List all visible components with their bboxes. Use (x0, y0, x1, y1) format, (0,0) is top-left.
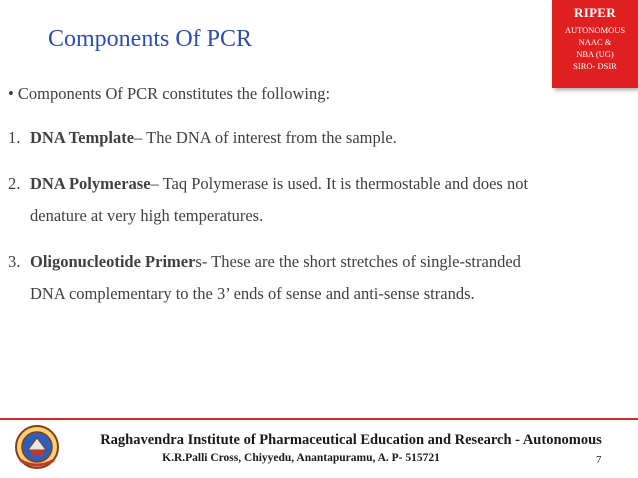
badge-line: NAAC & (578, 37, 612, 47)
institute-logo-icon (14, 424, 60, 470)
item-continuation: DNA complementary to the 3’ ends of sense and anti-sense strands. (30, 284, 475, 303)
footer-divider (0, 418, 638, 420)
item-term: DNA Polymerase (30, 174, 151, 193)
badge-line: SIRO- DSIR (573, 61, 617, 71)
institute-address: K.R.Palli Cross, Chiyyedu, Anantapuramu, A. P- 515721 (162, 452, 440, 464)
item-term: DNA Template (30, 128, 135, 147)
item-text: – Taq Polymerase is used. It is thermostable and does not (150, 174, 529, 193)
item-term: Oligonucleotide Primer (30, 252, 196, 271)
bullet-text: Components Of PCR constitutes the following: (17, 84, 331, 103)
item-number: 3. (8, 252, 21, 271)
riper-badge (552, 0, 638, 88)
item-number: 1. (8, 128, 21, 147)
bullet-point: • Components Of PCR constitutes the following: (8, 84, 331, 103)
page-number: 7 (596, 454, 602, 466)
institute-name: Raghavendra Institute of Pharmaceutical Education and Research - Autonomous (100, 432, 602, 448)
item-text: s- These are the short stretches of single-stranded (195, 252, 521, 271)
item-text: – The DNA of interest from the sample. (134, 128, 397, 147)
list-item (8, 168, 622, 232)
list-item (8, 122, 622, 154)
badge-line: AUTONOMOUS (564, 25, 626, 35)
badge-title: RIPER (574, 5, 616, 20)
list-item (8, 246, 622, 310)
item-number: 2. (8, 174, 21, 193)
item-continuation: denature at very high temperatures. (30, 206, 264, 225)
slide-title: Components Of PCR (48, 26, 253, 52)
badge-line: NBA (UG) (576, 49, 614, 59)
